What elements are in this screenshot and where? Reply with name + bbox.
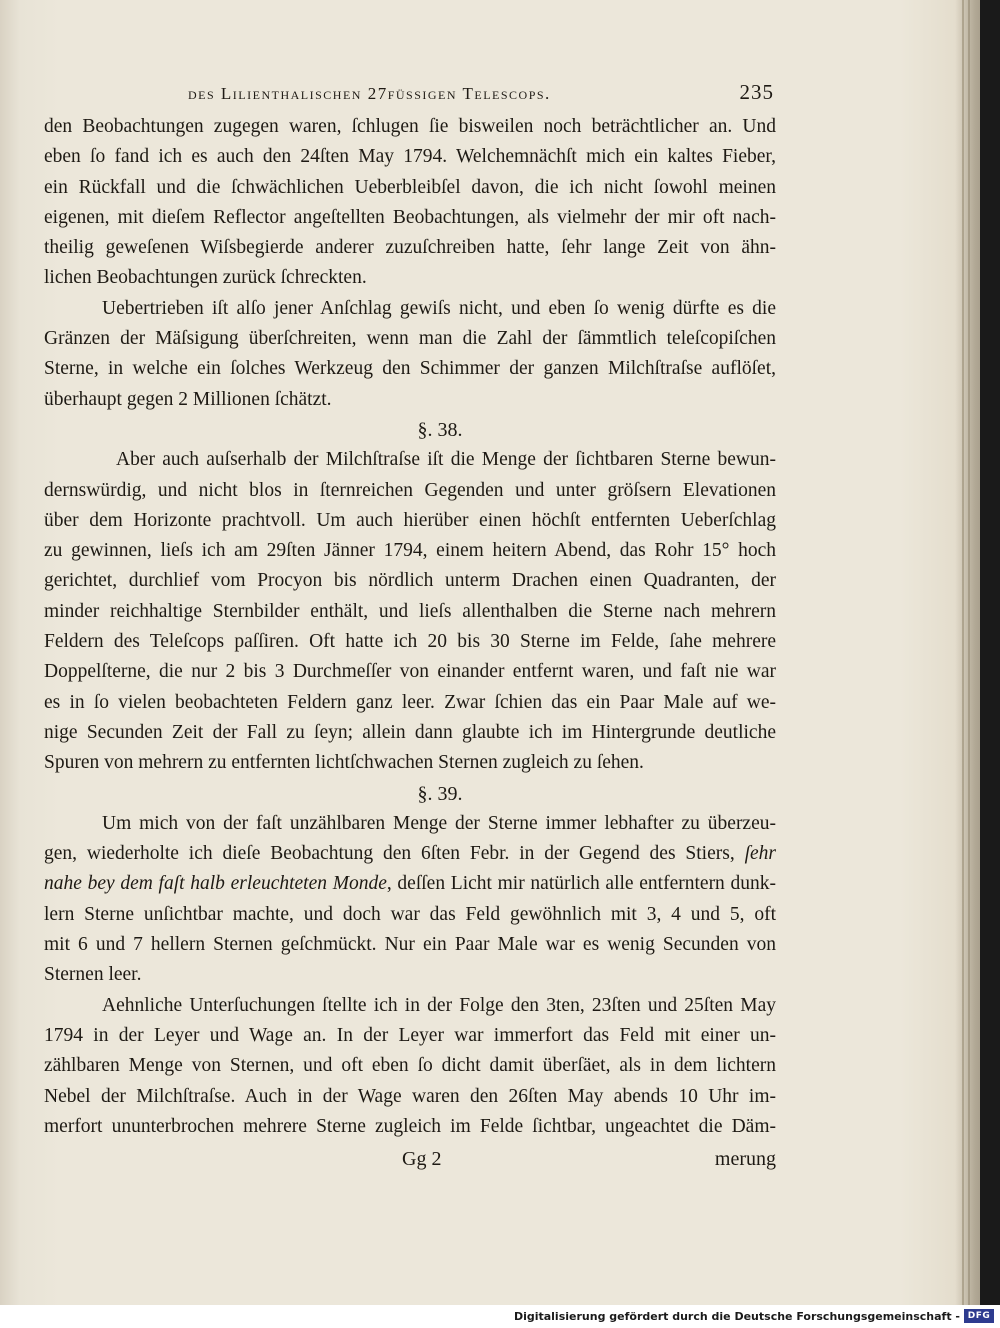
text-line: den Beobachtungen zugegen waren, ſchlugen ſie bisweilen noch beträchtlicher an. Und xyxy=(44,116,776,137)
signature-mark: Gg 2 xyxy=(402,1148,442,1171)
italic-span: nahe bey dem faſt halb erleuchteten Monde xyxy=(44,873,387,895)
text-line: Aber auch auſserhalb der Milchſtraſse iſt die Menge der ſichtbaren Sterne bewun- xyxy=(116,449,776,471)
text-line: gerichtet, durchlief vom Procyon bis nördlich unterm Drachen einen Quadranten, der xyxy=(44,570,776,592)
text-line: zu gewinnen, lieſs ich am 29ſten Jänner 1794, einem heitern Abend, das Rohr 15° hoch xyxy=(44,540,776,562)
text-line: Aehnliche Unterſuchungen ſtellte ich in der Folge den 3ten, 23ſten und 25ſten May xyxy=(102,994,776,1016)
page-number: 235 xyxy=(739,80,774,104)
text-line: Gränzen der Mäſsigung überſchreiten, wenn man die Zahl der ſämmtlich teleſcopiſchen xyxy=(44,328,776,350)
text-line xyxy=(44,869,776,899)
text-line: dernswürdig, und nicht blos in ſternreichen Gegenden und unter gröſsern Elevationen xyxy=(44,479,776,501)
text-line xyxy=(44,839,776,869)
text-line: merfort ununterbrochen mehrere Sterne zugleich im Felde ſichtbar, ungeachtet die Däm- xyxy=(44,1115,776,1137)
text-line: Sterne, in welche ein ſolches Werkzeug den Schimmer der ganzen Milchſtraſse auflöſet, xyxy=(44,358,776,380)
text-line: eigenen, mit dieſem Reflector angeſtellten Beobachtungen, als vielmehr der mir oft nach- xyxy=(44,206,776,228)
text-line: zählbaren Menge von Sternen, und oft eben ſo dicht damit überſäet, als in dem lichtern xyxy=(44,1055,776,1077)
credit-bar xyxy=(0,1305,1000,1328)
italic-span: ſehr xyxy=(744,843,776,865)
header-title: des Lilienthalischen 27füssigen Telescops. xyxy=(188,84,551,103)
funding-credit: Digitalisierung gefördert durch die Deutsche Forschungsgemeinschaft - xyxy=(513,1310,960,1323)
text-line: nige Secunden Zeit der Fall zu ſeyn; allein dann glaubte ich im Hintergrunde deutliche xyxy=(44,721,776,743)
page-edge-shadow xyxy=(955,0,980,1305)
text-line: ein Rückfall und die ſchwächlichen Ueberbleibſel davon, die ich nicht ſowohl meinen xyxy=(44,176,776,198)
text-line: mit 6 und 7 hellern Sternen geſchmückt. Nur ein Paar Male war es wenig Secunden von xyxy=(44,934,776,956)
text-span: gen, wiederholte ich dieſe Beobachtung den 6ſten Febr. in der Gegend des Stiers, xyxy=(44,843,745,865)
text-line: theilig geweſenen Wiſsbegierde anderer zuzuſchreiben hatte, ſehr lange Zeit von ähn- xyxy=(44,237,776,259)
text-line: lichen Beobachtungen zurück ſchreckten. xyxy=(44,267,367,289)
text-line: es in ſo vielen beobachteten Feldern ganz leer. Zwar ſchien das ein Paar Male auf we- xyxy=(44,691,776,713)
text-line: Feldern des Teleſcops paſſiren. Oft hatte ich 20 bis 30 Sterne im Felde, ſahe mehrere xyxy=(44,631,776,653)
text-line: überhaupt gegen 2 Millionen ſchätzt. xyxy=(44,388,332,410)
text-line: über dem Horizonte prachtvoll. Um auch hierüber einen höchſt entfernten Ueberſchlag xyxy=(44,509,776,531)
section-heading-39: §. 39. xyxy=(417,782,463,805)
text-line: Um mich von der faſt unzählbaren Menge der Sterne immer lebhafter zu überzeu- xyxy=(102,812,776,834)
catchword: merung xyxy=(714,1148,776,1171)
running-header xyxy=(44,78,776,112)
text-line: Sternen leer. xyxy=(44,964,142,986)
text-block xyxy=(44,78,776,1178)
text-line: Uebertrieben iſt alſo jener Anſchlag gewiſs nicht, und eben ſo wenig dürfte es die xyxy=(102,297,776,319)
text-line: minder reichhaltige Sternbilder enthält, und lieſs allenthalben die Sterne nach mehrern xyxy=(44,600,776,622)
text-line: 1794 in der Leyer und Wage an. In der Leyer war immerfort das Feld mit einer un- xyxy=(44,1024,776,1046)
text-line: Spuren von mehrern zu entfernten lichtſchwachen Sternen zugleich zu ſehen. xyxy=(44,752,644,774)
text-line: lern Sterne unſichtbar machte, und doch war das Feld gewöhnlich mit 3, 4 und 5, oft xyxy=(44,903,776,925)
section-heading-38: §. 38. xyxy=(417,418,463,441)
text-line: Doppelſterne, die nur 2 bis 3 Durchmeſſer von einander entfernt waren, und faſt nie war xyxy=(44,661,776,683)
page-footer xyxy=(44,1144,776,1178)
text-span: , deſſen Licht mir natürlich alle entferntern dunk- xyxy=(386,873,776,895)
dfg-logo-icon: DFG xyxy=(964,1309,994,1323)
text-line: Nebel der Milchſtraſse. Auch in der Wage waren den 26ſten May abends 10 Uhr im- xyxy=(44,1085,776,1107)
text-line: eben ſo fand ich es auch den 24ſten May 1794. Welchemnächſt mich ein kaltes Fieber, xyxy=(44,146,776,168)
